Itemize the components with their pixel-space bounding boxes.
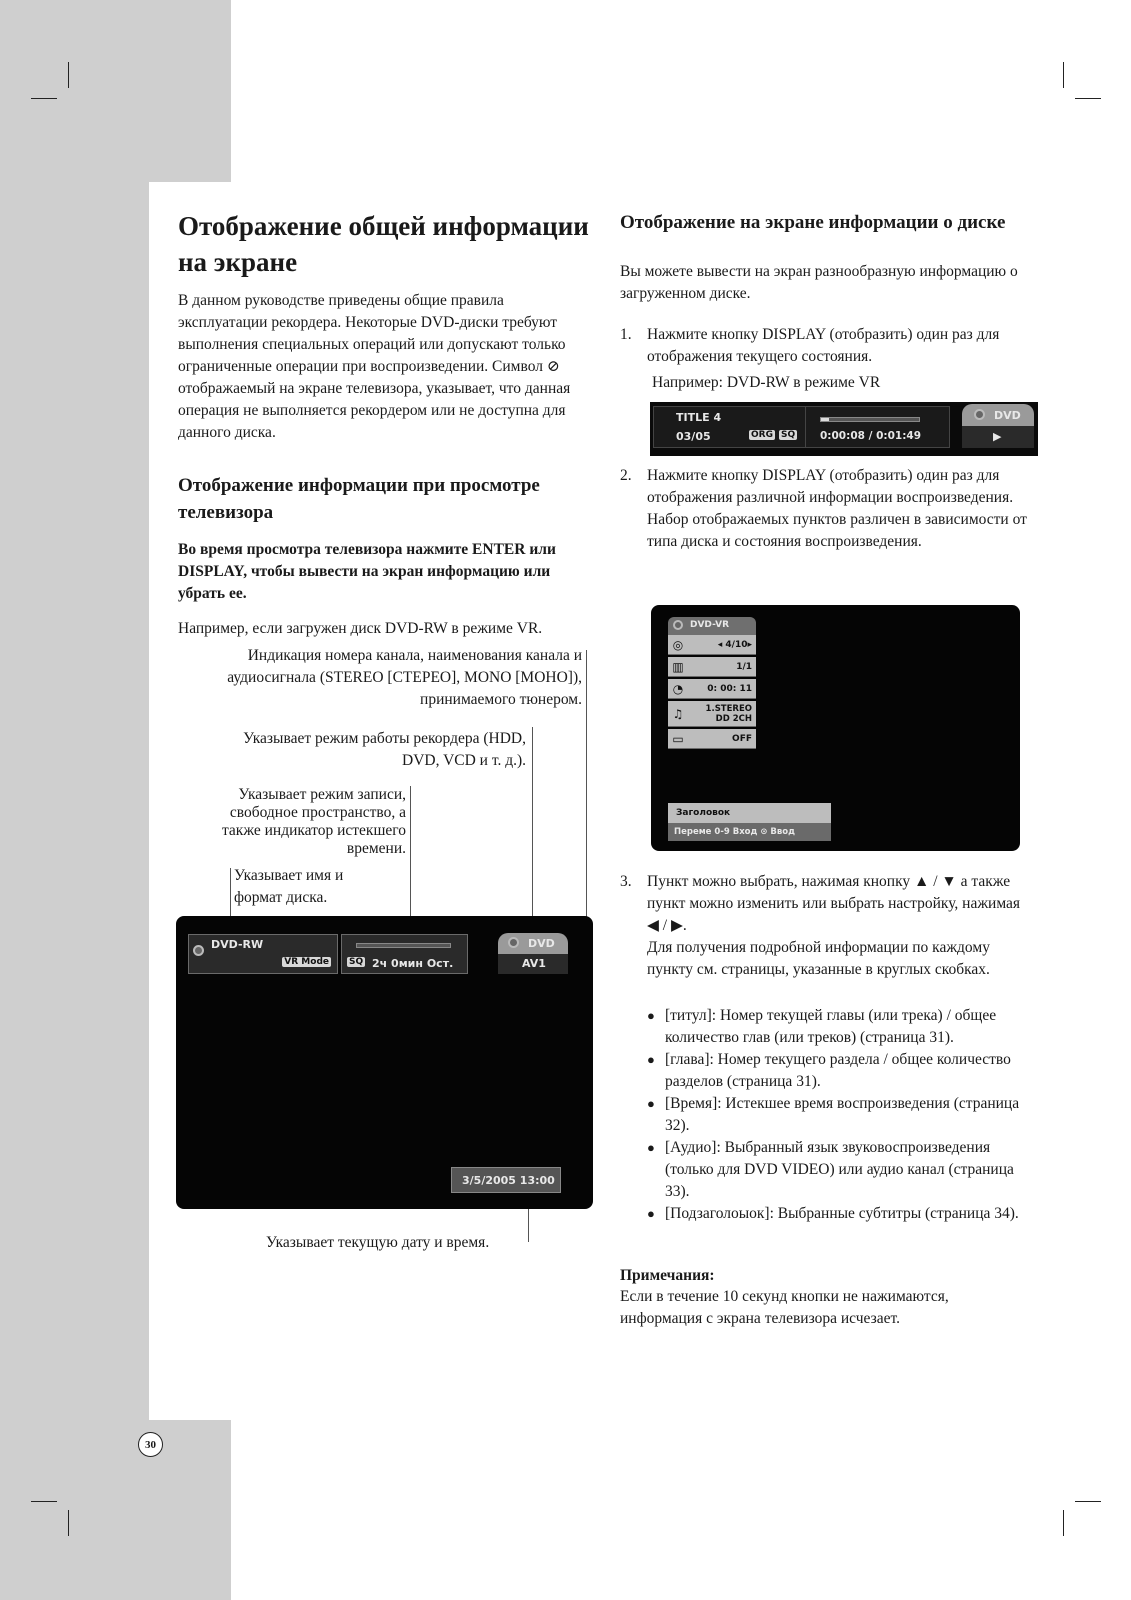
crop-mark (31, 1501, 57, 1502)
page-margin-gray (0, 0, 149, 1600)
vr-mode-badge: VR Mode (284, 957, 329, 967)
crop-mark (1075, 1501, 1101, 1502)
space-bar (356, 943, 451, 948)
item-list (647, 1005, 1037, 1225)
crop-mark (31, 98, 57, 99)
menu-row-title[interactable] (668, 635, 756, 655)
channel-panel (498, 954, 568, 974)
section-title-tv: Отображение информации при просмотре телевизора (178, 475, 540, 523)
disc-icon (673, 620, 683, 630)
play-icon: ▶ (993, 430, 1002, 443)
playback-osd-banner (650, 402, 1038, 456)
step3-text: Пункт можно выбрать, нажимая кнопку ▲ / ▼ а также пункт можно изменить или выбрать настройку, нажимая ◀ / ▶. Для получения подробной информации по каждому пункту см. страницы, указанные в круглых скобках. (647, 873, 1021, 978)
menu-header (668, 617, 756, 635)
tv-example: Например, если загружен диск DVD-RW в режиме VR. (178, 620, 543, 637)
menu-row-audio[interactable] (668, 701, 756, 727)
list-item: ● [Аудио]: Выбранный язык звуковоспроизведения (только для DVD VIDEO) или аудио канал (страница 33). (647, 1137, 1037, 1203)
menu-row-value: ◂ 4/10▸ (717, 639, 752, 650)
step2-text: Нажмите кнопку DISPLAY (отобразить) один раз для отображения различной информации воспроизведения. Набор отображаемых пунктов различен в зависимости от типа диска и состояния воспроизведения. (647, 467, 1027, 550)
sq-badge: SQ (349, 957, 364, 967)
subtitle-icon: ▭ (672, 731, 684, 746)
audio-icon: ♫ (672, 706, 684, 721)
page-title: Отображение общей информации на экране (178, 211, 589, 277)
menu-footer-title: Заголовок (668, 803, 831, 823)
menu-row-subtitle[interactable] (668, 729, 756, 749)
disc-format: DVD-RW (211, 938, 264, 951)
page-corner-gray (0, 0, 231, 182)
tv-instruction: Во время просмотра телевизора нажмите ENTER или DISPLAY, чтобы вывести на экран информацию или убрать ее. (178, 541, 556, 602)
callout-disc: Указывает имя и формат диска. (234, 867, 344, 906)
callout-record: Указывает режим записи, свободное пространство, а также индикатор истекшего времени. (221, 786, 406, 857)
step1-example: Например: DVD-RW в режиме VR (652, 374, 881, 391)
disc-icon (193, 945, 204, 956)
callout-date: Указывает текущую дату и время. (266, 1234, 490, 1251)
menu-row-value: OFF (732, 733, 752, 744)
list-item: ● [титул]: Номер текущей главы (или трека) / общее количество глав (или треков) (страница 31). (647, 1005, 1037, 1049)
step-number: 2. (620, 467, 632, 484)
crop-mark (68, 1510, 69, 1536)
record-info-panel (341, 934, 468, 974)
datetime-panel (451, 1167, 561, 1193)
tv-osd-screen (176, 916, 593, 1209)
callout-line (230, 868, 231, 920)
title-panel (653, 406, 808, 448)
device-tab (962, 404, 1034, 426)
crop-mark (1075, 98, 1101, 99)
notes-title: Примечания: (620, 1267, 715, 1284)
notes-text: Если в течение 10 секунд кнопки не нажимаются, информация с экрана телевизора исчезает. (620, 1288, 949, 1327)
playback-time: 0:00:08 / 0:01:49 (820, 430, 922, 442)
disc-icon (508, 937, 519, 948)
disc-intro: Вы можете вывести на экран разнообразную информацию о загруженном диске. (620, 263, 1018, 302)
menu-row-value: 1.STEREO DD 2CH (705, 703, 752, 724)
step-number: 3. (620, 873, 632, 890)
callout-mode: Указывает режим работы рекордера (HDD, DVD, VCD и т. д.). (243, 730, 526, 769)
menu-row-value: 0: 00: 11 (707, 683, 752, 694)
sq-badge: SQ (781, 430, 796, 440)
step1-text: Нажмите кнопку DISPLAY (отобразить) один раз для отображения текущего состояния. (647, 326, 1000, 365)
playback-progress-bar (820, 417, 920, 422)
device-tab (498, 933, 568, 954)
callout-channel: Индикация номера канала, наименования канала и аудиосигнала (STEREO [СТЕРЕО], MONO [МОНО]), принимаемого тюнером. (227, 647, 582, 708)
callout-line (410, 786, 411, 929)
crop-mark (1063, 62, 1064, 88)
device-label: DVD (528, 937, 555, 950)
org-badge: ORG (751, 430, 773, 440)
menu-row-value: 1/1 (736, 661, 752, 672)
play-state-panel (962, 426, 1034, 448)
list-item: ● [Подзаголоыок]: Выбранные субтитры (страница 34). (647, 1203, 1037, 1225)
title-label: TITLE 4 (676, 411, 722, 424)
time-panel (805, 406, 950, 448)
menu-row-time[interactable] (668, 679, 756, 699)
device-label: DVD (994, 409, 1021, 422)
disc-icon: ◎ (672, 637, 684, 652)
list-item: ● [Время]: Истекшее время воспроизведения (страница 32). (647, 1093, 1037, 1137)
crop-mark (68, 62, 69, 88)
crop-mark (1063, 1510, 1064, 1536)
menu-list (668, 635, 756, 747)
section-title-disc: Отображение на экране информации о диске (620, 212, 1006, 233)
menu-header-label: DVD-VR (690, 620, 730, 630)
menu-footer-hint: Переме 0-9 Вход ⊙ Ввод (668, 823, 831, 841)
disc-info-panel (188, 934, 338, 974)
list-item: ● [глава]: Номер текущего раздела / общее количество разделов (страница 31). (647, 1049, 1037, 1093)
chapter-icon: ▥ (672, 659, 684, 674)
remaining-time: 2ч 0мин Ост. (372, 957, 454, 970)
callout-line (532, 727, 533, 937)
menu-row-chapter[interactable] (668, 657, 756, 677)
intro-paragraph: В данном руководстве приведены общие правила эксплуатации рекордера. Некоторые DVD-диски требуют выполнения специальных операций или допускают только ограниченные операции при воспроизведении. Символ ⊘ отображаемый на экране телевизора, указывает, что данная операция не выполняется рекордером или не доступна для данного диска. (178, 292, 571, 441)
disc-icon (974, 409, 985, 420)
step-number: 1. (620, 326, 632, 343)
clock-icon: ◔ (672, 681, 684, 696)
channel-label: AV1 (522, 957, 546, 970)
title-counter: 03/05 (676, 430, 711, 443)
datetime: 3/5/2005 13:00 (462, 1174, 555, 1187)
page-number: 30 (138, 1432, 163, 1457)
disc-menu-screen (651, 605, 1020, 851)
